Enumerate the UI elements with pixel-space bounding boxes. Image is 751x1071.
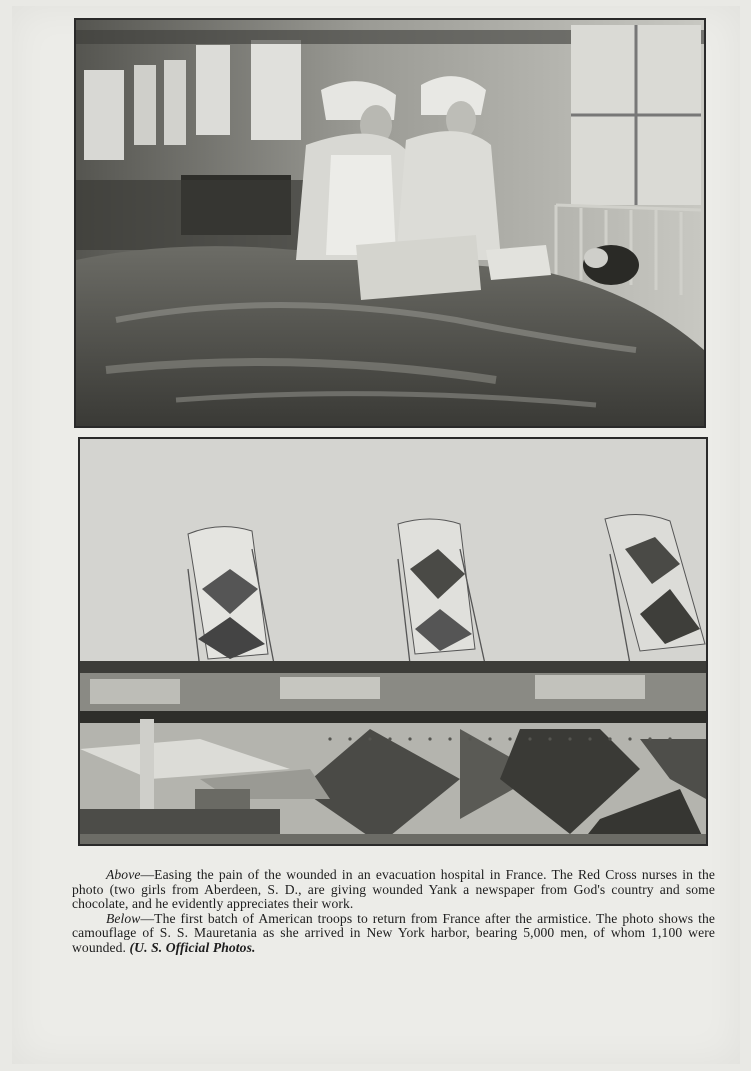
mauretania-ship-photo xyxy=(78,437,708,846)
camouflaged-ship-illustration xyxy=(80,439,706,844)
page xyxy=(12,6,740,1064)
caption-above-paragraph xyxy=(72,868,715,912)
caption-above-lead: Above xyxy=(106,867,141,882)
caption-below-text: —The first batch of American troops to return from France after the armistice. The photo shows the camouflage of S. S. Mauretania as she arrived in New York harbor, bearing 5,000 men, of whom 1,100 were wounded. xyxy=(72,910,715,955)
photo-caption xyxy=(72,868,715,956)
caption-above-text: —Easing the pain of the wounded in an evacuation hospital in France. The Red Cross nurses in the photo (two girls from Aberdeen, S. D., are giving wounded Yank a newspaper from God's country and some chocolate, and he evidently appreciates their work. xyxy=(72,867,715,912)
hospital-ward-illustration xyxy=(76,20,704,426)
photo-credit: (U. S. Official Photos. xyxy=(129,939,256,955)
hospital-ward-photo xyxy=(74,18,706,428)
caption-below-lead: Below xyxy=(106,910,141,926)
caption-below-paragraph xyxy=(72,912,715,956)
